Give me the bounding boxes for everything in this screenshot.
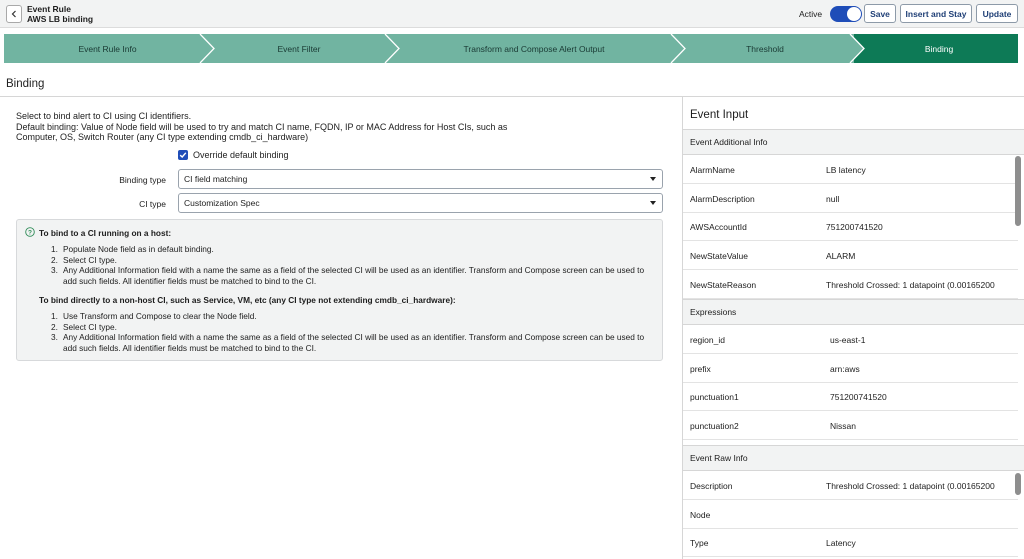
table-row: AWSAccountId 751200741520 bbox=[683, 212, 1018, 241]
table-row: Node bbox=[683, 500, 1018, 529]
table-row: prefix arn:aws bbox=[683, 354, 1018, 383]
table-row: NewStateReason Threshold Crossed: 1 datapoint (0.00165200 bbox=[683, 270, 1018, 299]
save-button[interactable]: Save bbox=[864, 4, 896, 23]
step-event-filter[interactable]: Event Filter bbox=[277, 43, 321, 54]
event-input-panel bbox=[682, 97, 1024, 559]
binding-help-box bbox=[16, 219, 663, 361]
step-binding[interactable]: Binding bbox=[924, 43, 954, 54]
form-title-type: Event Rule bbox=[27, 4, 71, 14]
list-item: 1. Use Transform and Compose to clear the Node field. bbox=[51, 311, 257, 321]
description-line: Select to bind alert to CI using CI identifiers. bbox=[16, 111, 192, 121]
checkmark-icon bbox=[179, 151, 187, 159]
table-row: AlarmDescription null bbox=[683, 184, 1018, 213]
override-label: Override default binding bbox=[193, 150, 289, 160]
update-button[interactable]: Update bbox=[976, 4, 1018, 23]
chevron-down-icon bbox=[650, 201, 656, 205]
table-row: Description Threshold Crossed: 1 datapoint (0.00165200 bbox=[683, 471, 1018, 500]
additional-info-header: Event Additional Info bbox=[683, 129, 1024, 155]
description-line: Default binding: Value of Node field will be used to try and match CI name, FQDN, IP or MAC Address for Host CIs, such as bbox=[16, 121, 508, 132]
chevron-down-icon bbox=[650, 177, 656, 181]
override-checkbox[interactable] bbox=[178, 150, 188, 160]
expressions-header: Expressions bbox=[683, 299, 1024, 325]
binding-type-select[interactable] bbox=[178, 169, 663, 189]
list-item: 1. Populate Node field as in default binding. bbox=[51, 244, 214, 254]
table-row: punctuation1 751200741520 bbox=[683, 382, 1018, 411]
help-heading-host: To bind to a CI running on a host: bbox=[39, 228, 172, 238]
list-item: 2. Select CI type. bbox=[51, 254, 117, 265]
step-transform-compose[interactable]: Transform and Compose Alert Output bbox=[463, 43, 605, 54]
override-default-binding[interactable] bbox=[178, 150, 289, 160]
step-event-rule-info[interactable]: Event Rule Info bbox=[78, 43, 137, 54]
step-progress-bar bbox=[4, 34, 1018, 63]
table-row: punctuation2 Nissan bbox=[683, 411, 1018, 440]
help-list-host bbox=[51, 244, 656, 286]
active-label: Active bbox=[799, 9, 823, 19]
list-item: 2. Select CI type. bbox=[51, 321, 117, 332]
back-button[interactable] bbox=[6, 5, 22, 23]
description-line: Computer, OS, Switch Router (any CI type extending cmdb_ci_hardware) bbox=[16, 132, 309, 142]
raw-info-header: Event Raw Info bbox=[683, 445, 1024, 471]
help-icon bbox=[25, 227, 35, 237]
binding-type-value: CI field matching bbox=[184, 174, 248, 184]
form-title bbox=[27, 4, 93, 24]
event-input-title: Event Input bbox=[690, 109, 749, 121]
table-row: NewStateValue ALARM bbox=[683, 241, 1018, 270]
ci-type-label: CI type bbox=[139, 199, 166, 209]
table-row: region_id us-east-1 bbox=[683, 325, 1018, 354]
raw-info-scrollbar[interactable] bbox=[1015, 473, 1021, 495]
additional-info-scrollbar[interactable] bbox=[1015, 156, 1021, 226]
ci-type-select[interactable] bbox=[178, 193, 663, 213]
toggle-knob bbox=[847, 7, 861, 21]
insert-and-stay-button[interactable]: Insert and Stay bbox=[900, 4, 972, 23]
form-header bbox=[0, 0, 1024, 28]
table-row: Type Latency bbox=[683, 528, 1018, 557]
table-row: AlarmName LB latency bbox=[683, 155, 1018, 184]
help-list-non-host bbox=[51, 311, 656, 353]
svg-text:?: ? bbox=[28, 229, 32, 237]
binding-description bbox=[16, 111, 516, 143]
section-title: Binding bbox=[6, 78, 45, 90]
binding-type-label: Binding type bbox=[119, 175, 166, 185]
list-item: 3. Any Additional Information field with a name the same as a field of the selected CI will be used as an identifier. Transform and Compose screen can be used to add such fields. All identifier fields must be matched to bind to the CI. bbox=[51, 332, 645, 353]
help-heading-non-host: To bind directly to a non-host CI, such as Service, VM, etc (any CI type not extending cmdb_ci_hardware): bbox=[39, 295, 456, 305]
form-title-record: AWS LB binding bbox=[27, 14, 94, 24]
step-threshold[interactable]: Threshold bbox=[746, 43, 784, 54]
chevron-left-icon bbox=[10, 10, 18, 18]
active-toggle[interactable] bbox=[830, 6, 862, 22]
ci-type-value: Customization Spec bbox=[184, 198, 260, 208]
list-item: 3. Any Additional Information field with a name the same as a field of the selected CI will be used as an identifier. Transform and Compose screen can be used to add such fields. All identifier fields must be matched to bind to the CI. bbox=[51, 265, 645, 286]
